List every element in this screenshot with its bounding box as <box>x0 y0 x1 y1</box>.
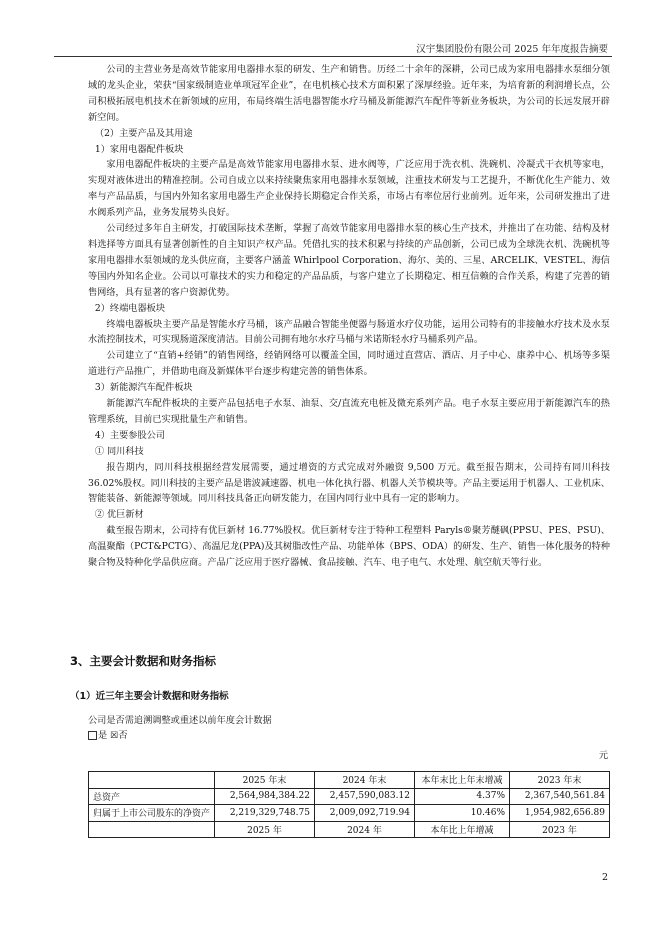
body-paragraph: 报告期内，同川科技根据经营发展需要，通过增资的方式完成对外融资 9,500 万元。截至报告期末，公司持有同川科技 36.02%股权。同川科技的主要产品是谐波减速器、机电一体化执行器、机器人关节模块等。产品主要运用于机器人、工业机床、智能装备、新能源等领域。同川科技具备正向研发能力，在国内同行业中具有一定的影响力。 <box>88 461 610 505</box>
body-paragraph: 截至报告期末，公司持有优巨新材 16.77%股权。优巨新材专注于特种工程塑料 Paryls®聚芳醚砜(PPSU、PES、PSU)、高温聚酯（PCT&PCTG）、高温尼龙(PPA)及其树脂改性产品、功能单体（BPS、ODA）的研发、生产、销售一体化服务的特种聚合物及特种化学品供应商。产品广泛应用于医疗器械、食品接触、汽车、电子电气、水处理、航空航天等行业。 <box>88 525 610 569</box>
table-header-cell <box>89 772 215 789</box>
table-header-cell: 2023 年 <box>510 821 610 838</box>
table-header-row <box>89 772 610 789</box>
table-cell: 4.37% <box>414 788 509 805</box>
table-cell: 2,009,092,719.94 <box>314 805 414 822</box>
option-no-label: 否 <box>118 730 128 741</box>
table-header-cell: 本年比上年增减 <box>414 821 509 838</box>
table-cell: 2,564,984,384.22 <box>215 788 315 805</box>
table-header-cell: 2024 年末 <box>314 772 414 789</box>
restatement-question: 公司是否需追溯调整或重述以前年度会计数据 <box>88 715 272 726</box>
table-cell: 2,457,590,083.12 <box>314 788 414 805</box>
body-paragraph: 家用电器配件板块的主要产品是高效节能家用电器排水泵、进水阀等，广泛应用于洗衣机、洗碗机、冷凝式干衣机等家电，实现对液体进出的精准控制。公司自成立以来持续聚焦家用电器排水泵领域，注重技术研发与工艺提升，不断优化生产能力、效率与产品品质，与国内外知名家用电器生产企业保持长期稳定合作关系，市场占有率位居行业前列。近年来，公司研发推出了进水阀系列产品，业务发展势头良好。 <box>88 159 610 219</box>
body-paragraph: 终端电器板块主要产品是智能水疗马桶，该产品融合智能坐便器与肠道水疗仪功能，运用公司特有的非接触水疗技术及水泵水流控制技术，可实现肠道深度清洁。目前公司拥有地尔水疗马桶与米诺斯轻水疗马桶系列产品。 <box>88 318 610 346</box>
page-number: 2 <box>601 872 608 883</box>
table-cell: 2,367,540,561.84 <box>510 788 610 805</box>
table-header-cell: 2024 年 <box>314 821 414 838</box>
table-header-cell: 2025 年末 <box>215 772 315 789</box>
list-heading: 4）主要参股公司 <box>94 429 166 441</box>
table-row <box>89 805 610 822</box>
table-header-cell: 2023 年末 <box>510 772 610 789</box>
financial-data-table <box>88 771 610 838</box>
table-header-cell <box>89 821 215 838</box>
table-cell: 1,954,982,656.89 <box>510 805 610 822</box>
row-label: 总资产 <box>89 788 215 805</box>
table-row <box>89 788 610 805</box>
table-header-cell: 本年末比上年末增减 <box>414 772 509 789</box>
subsection-heading-three-year-data: （1）近三年主要会计数据和财务指标 <box>70 691 229 702</box>
page-header: 汉宇集团股份有限公司 2025 年年度报告摘要 <box>416 44 608 55</box>
table-cell: 10.46% <box>414 805 509 822</box>
row-label: 归属于上市公司股东的净资产 <box>89 805 215 822</box>
business-description <box>88 62 610 571</box>
list-heading: 2）终端电器板块 <box>94 302 166 314</box>
table-subheader-row <box>89 821 610 838</box>
body-paragraph: 公司经过多年自主研发，打破国际技术垄断，掌握了高效节能家用电器排水泵的核心生产技术，并推出了在功能、结构及材料选择等方面具有显著创新性的自主知识产权产品。凭借扎实的技术积累与持续的产品创新，公司已成为全球洗衣机、洗碗机等家用电器排水泵领域的龙头供应商，主要客户涵盖 Whirlpool Corporation、海尔、美的、三星、ARCELIK、VESTEL、海信等国内外知名企业。公司以可靠技术的实力和稳定的产品品质，与客户建立了长期稳定、相互信赖的合作关系，构建了完善的销售网络，具有显著的客户资源优势。 <box>88 223 610 298</box>
section-heading-accounting-data: 3、主要会计数据和财务指标 <box>70 654 217 668</box>
body-paragraph: 公司的主营业务是高效节能家用电器排水泵的研发、生产和销售。历经二十余年的深耕，公司已成为家用电器排水泵细分领域的龙头企业，荣获“国家级制造业单项冠军企业”，在电机核心技术方面积累了深厚经验。近年来，为培育新的利润增长点，公司积极拓展电机技术在新领域的应用，布局终端生活电器智能水疗马桶及新能源汽车配件等新业务板块，为公司的长远发展开辟新空间。 <box>88 64 610 123</box>
yes-checkbox-icon <box>88 731 97 740</box>
table-header-cell: 2025 年 <box>215 821 315 838</box>
table-cell: 2,219,329,748.75 <box>215 805 315 822</box>
currency-unit: 元 <box>598 750 608 761</box>
body-paragraph: 公司建立了“直销+经销”的销售网络，经销网络可以覆盖全国，同时通过直营店、酒店、月子中心、康养中心、机场等多渠道进行产品推广，并借助电商及新媒体平台逐步构建完善的销售体系。 <box>88 350 610 378</box>
restatement-options <box>88 727 128 741</box>
list-heading: 3）新能源汽车配件板块 <box>94 382 193 394</box>
list-heading: ① 同川科技 <box>94 445 144 457</box>
list-heading: （2）主要产品及其用途 <box>94 127 193 139</box>
list-heading: 1）家用电器配件板块 <box>94 143 184 155</box>
no-checkbox-icon: ☒ <box>110 730 119 741</box>
body-paragraph: 新能源汽车配件板块的主要产品包括电子水泵、油泵、交/直流充电桩及微充系列产品。电子水泵主要应用于新能源汽车的热管理系统，目前已实现批量生产和销售。 <box>88 398 610 425</box>
option-yes-label: 是 <box>98 730 108 741</box>
header-rule <box>54 56 612 57</box>
list-heading: ② 优巨新材 <box>94 509 144 521</box>
